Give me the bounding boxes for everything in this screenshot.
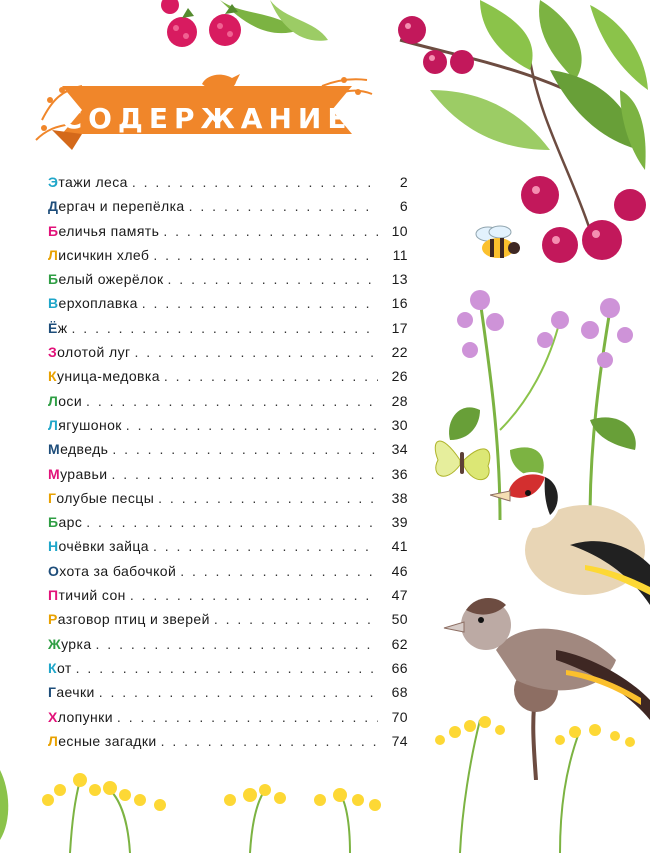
toc-entry[interactable] [48, 466, 408, 490]
toc-dot-leader [76, 660, 378, 676]
toc-entry-rest: очёвки зайца [58, 538, 149, 555]
toc-entry-title [48, 660, 72, 676]
toc-page-number: 16 [391, 295, 408, 312]
toc-entry[interactable] [48, 611, 408, 635]
toc-entry-title [48, 174, 128, 190]
toc-entry[interactable] [48, 490, 408, 514]
toc-page-number: 28 [391, 392, 408, 409]
toc-page-number: 34 [391, 441, 408, 458]
toc-entry-title [48, 636, 92, 652]
toc-entry-title [48, 611, 210, 627]
toc-page-number: 26 [391, 368, 408, 385]
toc-page-number: 70 [391, 708, 408, 725]
toc-entry[interactable] [48, 320, 408, 344]
toc-page-number: 66 [391, 659, 408, 676]
toc-dot-leader [153, 247, 378, 263]
toc-page-number: 11 [392, 246, 408, 263]
toc-entry-initial: Б [48, 222, 59, 239]
contents-heading-banner [62, 86, 352, 150]
toc-entry-title [48, 441, 108, 457]
toc-entry-rest: олотой луг [57, 344, 131, 361]
toc-entry[interactable] [48, 587, 408, 611]
toc-entry[interactable] [48, 733, 408, 757]
toc-page-number: 30 [391, 416, 408, 433]
toc-page-number: 62 [391, 635, 408, 652]
toc-entry[interactable] [48, 174, 408, 198]
toc-dot-leader [142, 295, 378, 311]
butterfly-illustration [430, 430, 494, 492]
toc-entry[interactable] [48, 271, 408, 295]
toc-entry-initial: П [48, 587, 59, 604]
toc-entry-title [48, 417, 122, 433]
toc-entry-title [48, 247, 149, 263]
toc-entry-rest: оси [58, 392, 83, 409]
table-of-contents [48, 174, 408, 757]
toc-entry[interactable] [48, 636, 408, 660]
toc-dot-leader [111, 466, 378, 482]
toc-entry[interactable] [48, 295, 408, 319]
toc-dot-leader [126, 417, 378, 433]
toc-dot-leader [163, 223, 378, 239]
toc-entry-initial: Н [48, 538, 59, 555]
toc-entry-rest: ергач и перепёлка [58, 198, 185, 215]
toc-entry-title [48, 198, 185, 214]
toc-page-number: 17 [391, 319, 408, 336]
toc-dot-leader [130, 587, 378, 603]
toc-entry[interactable] [48, 563, 408, 587]
toc-entry-title [48, 538, 149, 554]
toc-entry-rest: тажи леса [58, 174, 128, 190]
toc-page-number: 46 [391, 562, 408, 579]
toc-entry-title [48, 709, 113, 725]
toc-dot-leader [86, 514, 378, 530]
toc-entry-rest: уница-медовка [56, 368, 160, 385]
toc-page-number: 13 [391, 271, 408, 288]
toc-entry-initial: Р [48, 611, 58, 628]
toc-entry-initial: Л [48, 392, 59, 409]
toc-dot-leader [158, 490, 378, 506]
toc-entry-title [48, 514, 82, 530]
toc-entry-initial: М [48, 465, 61, 482]
toc-entry-rest: елый ожерёлок [58, 271, 164, 288]
toc-entry-rest: тичий сон [58, 587, 126, 604]
toc-entry-initial: Ё [48, 319, 58, 336]
toc-entry-title [48, 368, 160, 384]
toc-dot-leader [134, 344, 378, 360]
toc-entry-title [48, 271, 164, 287]
toc-page-number: 2 [399, 174, 408, 190]
toc-dot-leader [180, 563, 378, 579]
toc-entry-rest: от [56, 659, 72, 676]
toc-entry-title [48, 490, 154, 506]
toc-entry-title [48, 223, 159, 239]
toc-entry-title [48, 393, 82, 409]
toc-entry[interactable] [48, 538, 408, 562]
toc-entry-title [48, 295, 138, 311]
toc-dot-leader [86, 393, 378, 409]
toc-page-number: 68 [391, 684, 408, 701]
toc-entry-initial: Б [48, 514, 59, 531]
toc-entry[interactable] [48, 709, 408, 733]
toc-page-number: 6 [399, 198, 408, 215]
toc-entry-title [48, 684, 95, 700]
toc-dot-leader [168, 271, 378, 287]
toc-entry-initial: К [48, 659, 57, 676]
bee-illustration [468, 224, 524, 264]
toc-page-number: 39 [391, 514, 408, 531]
toc-entry-rest: урка [61, 635, 92, 652]
toc-entry[interactable] [48, 514, 408, 538]
toc-page-number: 74 [391, 732, 408, 749]
toc-page-number: 36 [391, 465, 408, 482]
toc-page-number: 47 [391, 587, 408, 604]
toc-entry-initial: О [48, 562, 60, 579]
toc-entry-rest: еличья память [58, 222, 160, 239]
toc-dot-leader [99, 684, 378, 700]
toc-entry[interactable] [48, 660, 408, 684]
toc-entry[interactable] [48, 198, 408, 222]
toc-page-number: 38 [391, 489, 408, 506]
toc-entry[interactable] [48, 417, 408, 441]
toc-entry-rest: олубые песцы [56, 489, 155, 506]
toc-page-number: 10 [391, 222, 408, 239]
toc-page-number: 50 [391, 611, 408, 628]
toc-entry-initial: К [48, 368, 57, 385]
toc-entry-title [48, 733, 157, 749]
toc-entry-initial: Ж [48, 635, 62, 652]
toc-dot-leader [161, 733, 378, 749]
page-title: СОДЕРЖАНИЕ [61, 101, 353, 135]
toc-entry-rest: ягушонок [58, 416, 122, 433]
toc-dot-leader [72, 320, 378, 336]
toc-entry-title [48, 466, 107, 482]
toc-entry-rest: исичкин хлеб [58, 246, 150, 263]
toc-entry-initial: Л [48, 732, 59, 749]
toc-entry-rest: едведь [60, 441, 109, 458]
toc-entry-title [48, 344, 130, 360]
toc-entry[interactable] [48, 344, 408, 368]
toc-entry-title [48, 563, 176, 579]
toc-dot-leader [112, 441, 378, 457]
toc-dot-leader [132, 174, 378, 190]
toc-entry-rest: аечки [56, 684, 95, 701]
toc-entry-initial: В [48, 295, 59, 312]
toc-entry-rest: ж [57, 319, 68, 336]
toc-dot-leader [96, 636, 378, 652]
toc-entry-rest: арс [58, 514, 83, 531]
toc-entry-initial: Э [48, 174, 59, 190]
toc-entry-title [48, 587, 126, 603]
toc-dot-leader [153, 538, 378, 554]
toc-entry-title [48, 320, 68, 336]
toc-dot-leader [214, 611, 378, 627]
toc-entry-initial: Б [48, 271, 59, 288]
toc-entry-rest: хота за бабочкой [59, 562, 177, 579]
toc-dot-leader [189, 198, 378, 214]
toc-dot-leader [164, 368, 378, 384]
toc-entry-initial: М [48, 441, 61, 458]
toc-entry[interactable] [48, 223, 408, 247]
toc-entry[interactable] [48, 368, 408, 392]
toc-entry-initial: Г [48, 684, 57, 701]
toc-entry-initial: Г [48, 489, 57, 506]
toc-entry-initial: З [48, 344, 58, 361]
toc-entry-initial: Л [48, 416, 59, 433]
toc-entry[interactable] [48, 441, 408, 465]
toc-page-number: 41 [391, 538, 408, 555]
toc-entry-rest: ерхоплавка [58, 295, 138, 312]
toc-entry-rest: есные загадки [58, 732, 157, 749]
toc-entry-rest: лопунки [57, 708, 113, 725]
toc-entry-initial: Л [48, 246, 59, 263]
toc-entry-rest: уравьи [60, 465, 108, 482]
toc-entry-rest: азговор птиц и зверей [57, 611, 210, 628]
toc-page-number: 22 [391, 344, 408, 361]
toc-entry[interactable] [48, 684, 408, 708]
toc-entry[interactable] [48, 247, 408, 271]
toc-entry-initial: Д [48, 198, 59, 215]
toc-entry-initial: Х [48, 708, 58, 725]
toc-dot-leader [117, 709, 378, 725]
toc-entry[interactable] [48, 393, 408, 417]
